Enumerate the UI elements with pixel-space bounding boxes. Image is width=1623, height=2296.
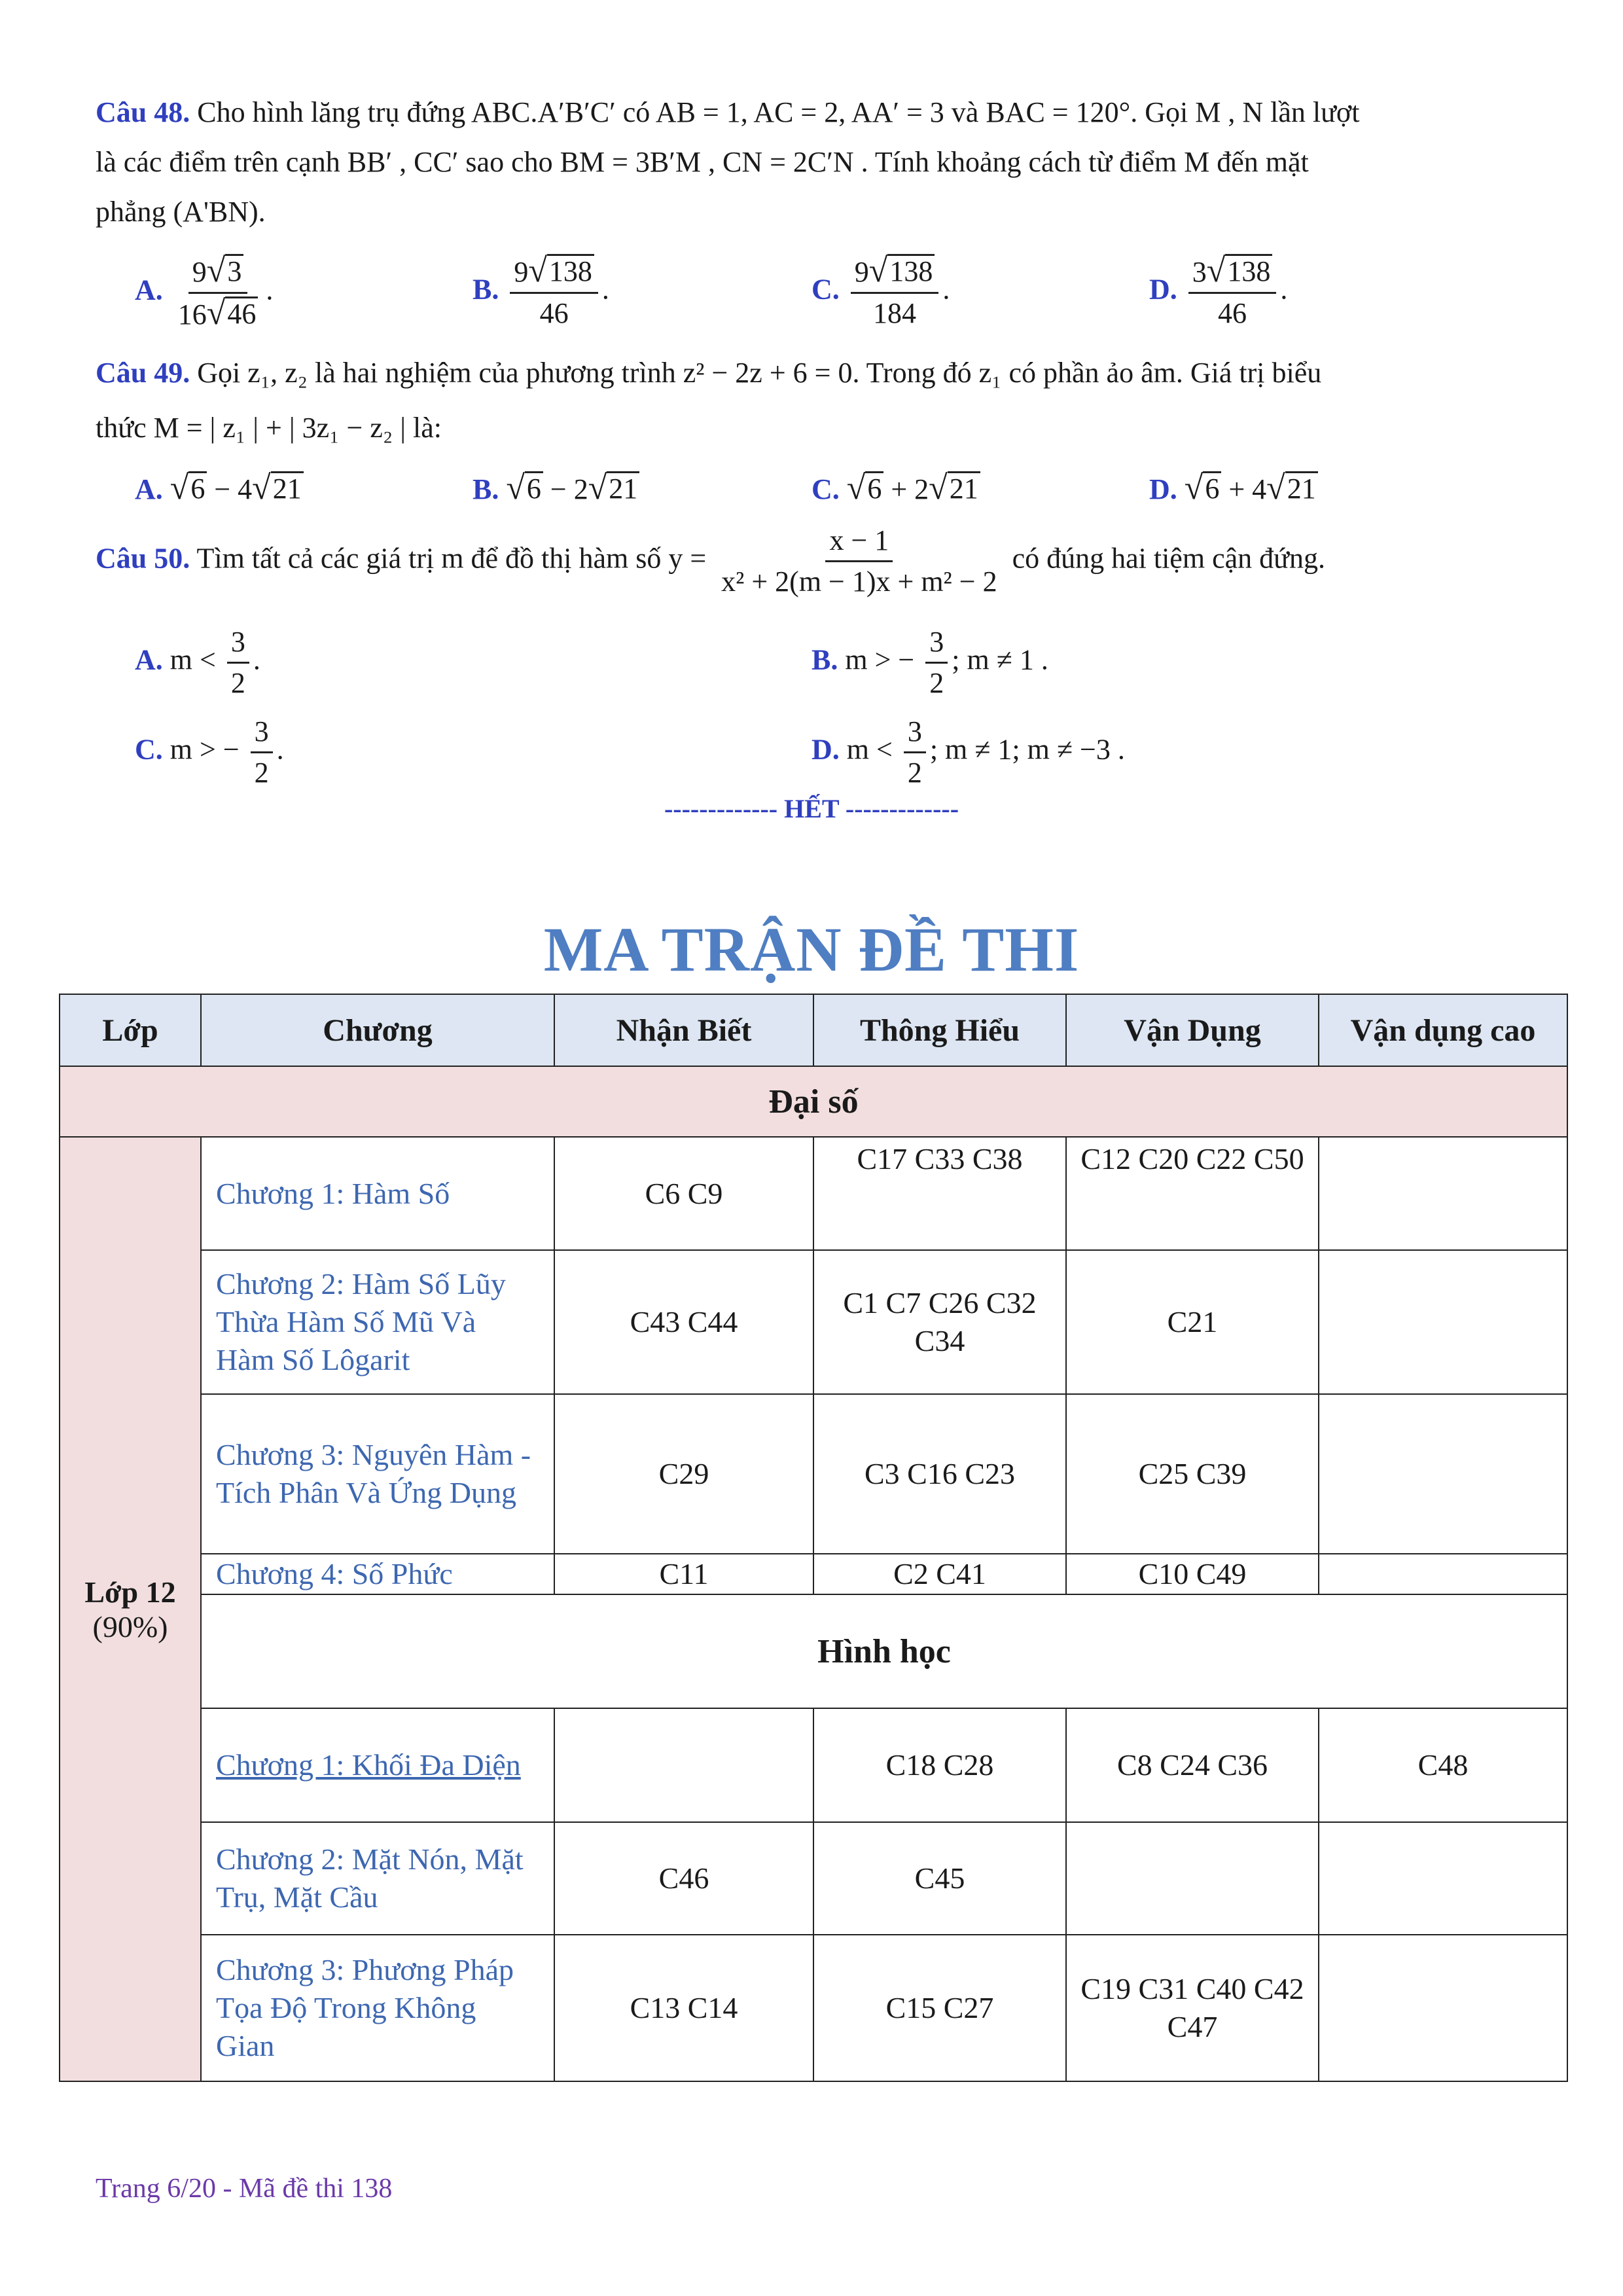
chapter-cell (201, 1708, 554, 1822)
fraction: 9 √ 138 184 (851, 254, 939, 331)
q50-option-c: C. m > − $\frac{3}{2}$ . (135, 715, 284, 789)
section-algebra: Đại số (60, 1066, 1567, 1137)
q50-option-d: D. m < $\frac{3}{2}$ ; m ≠ 1; m ≠ −3 . (812, 715, 1125, 789)
van-dung-cell: C21 (1066, 1250, 1319, 1394)
option-label: A. (135, 274, 163, 306)
table-row (60, 1708, 1567, 1822)
van-dung-cell: C12 C20 C22 C50 (1066, 1137, 1319, 1250)
section-row-algebra (60, 1066, 1567, 1137)
q49-option-d: D. √ 6 + 4 √ 21 (1149, 470, 1318, 509)
chapter-cell: Chương 4: Số Phức (201, 1554, 554, 1594)
q49-option-c: C. √ 6 + 2 √ 21 (812, 470, 980, 509)
q48-option-c: C. 9 √ 138 184 . (812, 252, 950, 329)
nhan-biet-cell: C43 C44 (554, 1250, 813, 1394)
q48-line3: phẳng (A'BN). (96, 196, 266, 228)
thong-hieu-cell: C18 C28 (813, 1708, 1066, 1822)
header-van-dung: Vận Dụng (1066, 994, 1319, 1066)
end-marker: ------------- HẾT ------------- (664, 794, 959, 823)
q49-option-b: B. √ 6 − 2 √ 21 (473, 470, 639, 509)
section-row-geometry (60, 1594, 1567, 1708)
thong-hieu-cell: C2 C41 (813, 1554, 1066, 1594)
nhan-biet-cell: C6 C9 (554, 1137, 813, 1250)
van-dung-cell: C19 C31 C40 C42 C47 (1066, 1935, 1319, 2081)
table-header-row (60, 994, 1567, 1066)
table-row (60, 1935, 1567, 2081)
table-row (60, 1554, 1567, 1594)
nhan-biet-cell: C13 C14 (554, 1935, 813, 2081)
chapter-cell: Chương 3: Nguyên Hàm - Tích Phân Và Ứng Dụng (201, 1394, 554, 1554)
thong-hieu-cell: C1 C7 C26 C32 C34 (813, 1250, 1066, 1394)
van-dung-cell (1066, 1822, 1319, 1935)
q48-option-a: A. 9 √ 3 16 √ 46 . (135, 252, 274, 332)
q49-line2: thức M = | z₁ | + | 3z₁ − z₂ | là: (96, 412, 442, 444)
q48-line1 (96, 93, 1359, 132)
header-lop: Lớp (60, 994, 201, 1066)
header-thong-hieu: Thông Hiểu (813, 994, 1066, 1066)
thong-hieu-cell: C45 (813, 1822, 1066, 1935)
table-row (60, 1394, 1567, 1554)
q50-suffix: có đúng hai tiệm cận đứng. (1012, 542, 1325, 575)
nhan-biet-cell: C46 (554, 1822, 813, 1935)
q48-line2: là các điểm trên cạnh BB′ , CC′ sao cho BM = 3B′M , CN = 2C′N . Tính khoảng cách từ điểm M đến mặt (96, 146, 1309, 178)
van-dung-cao-cell (1319, 1822, 1567, 1935)
van-dung-cao-cell (1319, 1935, 1567, 2081)
fraction: 9 √ 3 16 √ 46 (174, 254, 262, 332)
van-dung-cao-cell: C48 (1319, 1708, 1567, 1822)
fraction: 9 √ 138 46 (510, 254, 598, 331)
header-van-dung-cao: Vận dụng cao (1319, 994, 1567, 1066)
q49-label: Câu 49. (96, 357, 190, 389)
chapter-cell: Chương 3: Phương Pháp Tọa Độ Trong Không Gian (201, 1935, 554, 2081)
q48-label: Câu 48. (96, 96, 190, 128)
van-dung-cao-cell (1319, 1250, 1567, 1394)
fraction: 3 √ 138 46 (1188, 254, 1277, 331)
nhan-biet-cell: C11 (554, 1554, 813, 1594)
q49-text-1: Gọi z₁, z₂ là hai nghiệm của phương trình z² − 2z + 6 = 0. Trong đó z₁ có phần ảo âm. Giá trị biểu (197, 357, 1322, 389)
van-dung-cell: C8 C24 C36 (1066, 1708, 1319, 1822)
chapter-cell: Chương 1: Hàm Số (201, 1137, 554, 1250)
q50-fraction: $\frac{x - 1}{\text{x² + 2(m − 1)x + m² − 2}}$ (721, 524, 997, 598)
van-dung-cao-cell (1319, 1394, 1567, 1554)
q48-option-d: D. 3 √ 138 46 . (1149, 252, 1288, 329)
thong-hieu-cell: C15 C27 (813, 1935, 1066, 2081)
van-dung-cao-cell (1319, 1137, 1567, 1250)
table-row (60, 1250, 1567, 1394)
chapter-cell: Chương 2: Hàm Số Lũy Thừa Hàm Số Mũ Và Hàm Số Lôgarit (201, 1250, 554, 1394)
nhan-biet-cell (554, 1708, 813, 1822)
q50-line1 (96, 524, 1325, 599)
grade-cell (60, 1137, 201, 2081)
exam-matrix-table (59, 994, 1568, 2082)
van-dung-cell: C10 C49 (1066, 1554, 1319, 1594)
q48-text-1: Cho hình lăng trụ đứng ABC.A′B′C′ có AB = 1, AC = 2, AA′ = 3 và BAC = 120°. Gọi M , N lần lượt (197, 96, 1360, 128)
matrix-title: MA TRẬN ĐỀ THI (543, 914, 1080, 984)
q50-option-a: A. m < $\frac{3}{2}$ . (135, 626, 260, 699)
grade-label: Lớp 12 (84, 1575, 176, 1609)
option-label: C. (812, 273, 840, 306)
q48-option-b: B. 9 √ 138 46 . (473, 252, 609, 329)
chapter-cell: Chương 2: Mặt Nón, Mặt Trụ, Mặt Cầu (201, 1822, 554, 1935)
q50-option-b: B. m > − $\frac{3}{2}$ ; m ≠ 1 . (812, 626, 1048, 699)
option-label: D. (1149, 273, 1177, 306)
van-dung-cell: C25 C39 (1066, 1394, 1319, 1554)
section-geometry: Hình học (201, 1594, 1567, 1708)
van-dung-cao-cell (1319, 1554, 1567, 1594)
thong-hieu-cell: C3 C16 C23 (813, 1394, 1066, 1554)
chapter-link: Chương 1: Khối Đa Diện (216, 1748, 521, 1782)
option-label: B. (473, 273, 499, 306)
header-chuong: Chương (201, 994, 554, 1066)
nhan-biet-cell: C29 (554, 1394, 813, 1554)
q50-label: Câu 50. (96, 542, 190, 575)
grade-percent: (90%) (92, 1609, 168, 1643)
table-row (60, 1137, 1567, 1250)
header-nhan-biet: Nhận Biết (554, 994, 813, 1066)
table-row (60, 1822, 1567, 1935)
q49-option-a: A. √ 6 − 4 √ 21 (135, 470, 304, 509)
q50-prefix: Tìm tất cả các giá trị m để đồ thị hàm số y = (196, 542, 707, 575)
thong-hieu-cell: C17 C33 C38 (813, 1137, 1066, 1250)
q49-line1 (96, 353, 1321, 393)
page-footer: Trang 6/20 - Mã đề thi 138 (96, 2174, 393, 2204)
